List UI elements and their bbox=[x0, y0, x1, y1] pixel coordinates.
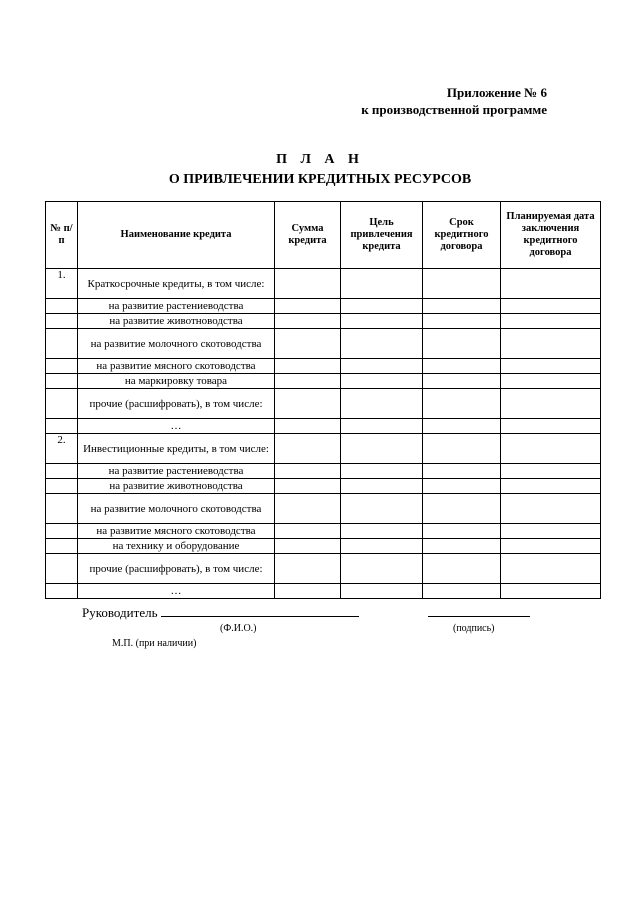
header-number: № п/п bbox=[46, 202, 78, 269]
credit-name-cell: на развитие животноводства bbox=[78, 314, 275, 329]
table-row bbox=[46, 299, 601, 314]
planned-date-cell[interactable] bbox=[501, 374, 601, 389]
term-cell[interactable] bbox=[423, 539, 501, 554]
row-number bbox=[46, 359, 78, 374]
amount-cell[interactable] bbox=[275, 464, 341, 479]
term-cell[interactable] bbox=[423, 389, 501, 419]
row-number bbox=[46, 479, 78, 494]
row-number bbox=[46, 584, 78, 599]
amount-cell[interactable] bbox=[275, 314, 341, 329]
table-row bbox=[46, 479, 601, 494]
amount-cell[interactable] bbox=[275, 359, 341, 374]
planned-date-cell[interactable] bbox=[501, 389, 601, 419]
purpose-cell[interactable] bbox=[341, 554, 423, 584]
term-cell[interactable] bbox=[423, 524, 501, 539]
table-row bbox=[46, 374, 601, 389]
row-number bbox=[46, 314, 78, 329]
table-row bbox=[46, 389, 601, 419]
header-purpose: Цель привлечения кредита bbox=[341, 202, 423, 269]
table-row bbox=[46, 539, 601, 554]
purpose-cell[interactable] bbox=[341, 494, 423, 524]
row-number bbox=[46, 419, 78, 434]
appendix-number: Приложение № 6 bbox=[446, 85, 547, 100]
sign-caption: (подпись) bbox=[453, 623, 495, 634]
term-cell[interactable] bbox=[423, 359, 501, 374]
planned-date-cell[interactable] bbox=[501, 299, 601, 314]
credit-name-cell: на развитие молочного скотоводства bbox=[78, 329, 275, 359]
table-row bbox=[46, 554, 601, 584]
purpose-cell[interactable] bbox=[341, 374, 423, 389]
term-cell[interactable] bbox=[423, 299, 501, 314]
amount-cell[interactable] bbox=[275, 554, 341, 584]
term-cell[interactable] bbox=[423, 494, 501, 524]
planned-date-cell[interactable] bbox=[501, 539, 601, 554]
purpose-cell[interactable] bbox=[341, 479, 423, 494]
purpose-cell[interactable] bbox=[341, 464, 423, 479]
purpose-cell[interactable] bbox=[341, 359, 423, 374]
amount-cell[interactable] bbox=[275, 419, 341, 434]
table-row bbox=[46, 269, 601, 299]
credit-name-cell: на развитие молочного скотоводства bbox=[78, 494, 275, 524]
purpose-cell[interactable] bbox=[341, 539, 423, 554]
planned-date-cell[interactable] bbox=[501, 524, 601, 539]
row-number bbox=[46, 389, 78, 419]
row-number bbox=[46, 374, 78, 389]
sign-line bbox=[428, 604, 530, 617]
credit-name-cell: на развитие мясного скотоводства bbox=[78, 524, 275, 539]
purpose-cell[interactable] bbox=[341, 389, 423, 419]
purpose-cell[interactable] bbox=[341, 434, 423, 464]
amount-cell[interactable] bbox=[275, 434, 341, 464]
planned-date-cell[interactable] bbox=[501, 329, 601, 359]
planned-date-cell[interactable] bbox=[501, 554, 601, 584]
credit-name-cell: Краткосрочные кредиты, в том числе: bbox=[78, 269, 275, 299]
purpose-cell[interactable] bbox=[341, 524, 423, 539]
credit-name-cell: на развитие мясного скотоводства bbox=[78, 359, 275, 374]
credit-name-cell: прочие (расшифровать), в том числе: bbox=[78, 389, 275, 419]
row-number bbox=[46, 494, 78, 524]
row-number bbox=[46, 329, 78, 359]
document-title bbox=[0, 150, 640, 190]
planned-date-cell[interactable] bbox=[501, 434, 601, 464]
table-row bbox=[46, 359, 601, 374]
table-header-row bbox=[46, 202, 601, 269]
table-row bbox=[46, 494, 601, 524]
planned-date-cell[interactable] bbox=[501, 479, 601, 494]
credit-plan-table bbox=[45, 201, 601, 599]
term-cell[interactable] bbox=[423, 314, 501, 329]
amount-cell[interactable] bbox=[275, 494, 341, 524]
fio-line bbox=[161, 604, 359, 617]
term-cell[interactable] bbox=[423, 374, 501, 389]
table-row bbox=[46, 314, 601, 329]
table-row bbox=[46, 419, 601, 434]
title-plan: П Л А Н bbox=[276, 152, 364, 167]
credit-name-cell: на технику и оборудование bbox=[78, 539, 275, 554]
appendix-reference: к производственной программе bbox=[361, 102, 547, 117]
row-number bbox=[46, 524, 78, 539]
amount-cell[interactable] bbox=[275, 329, 341, 359]
header-credit-name: Наименование кредита bbox=[78, 202, 275, 269]
head-label: Руководитель bbox=[82, 605, 158, 620]
amount-cell[interactable] bbox=[275, 374, 341, 389]
term-cell[interactable] bbox=[423, 434, 501, 464]
amount-cell[interactable] bbox=[275, 524, 341, 539]
planned-date-cell[interactable] bbox=[501, 584, 601, 599]
planned-date-cell[interactable] bbox=[501, 494, 601, 524]
planned-date-cell[interactable] bbox=[501, 464, 601, 479]
header-amount: Сумма кредита bbox=[275, 202, 341, 269]
row-number: 2. bbox=[46, 434, 78, 464]
amount-cell[interactable] bbox=[275, 479, 341, 494]
title-subject: О ПРИВЛЕЧЕНИИ КРЕДИТНЫХ РЕСУРСОВ bbox=[168, 172, 472, 187]
purpose-cell[interactable] bbox=[341, 584, 423, 599]
term-cell[interactable] bbox=[423, 584, 501, 599]
credit-name-cell: на развитие растениеводства bbox=[78, 299, 275, 314]
table-row bbox=[46, 434, 601, 464]
term-cell[interactable] bbox=[423, 464, 501, 479]
row-number bbox=[46, 539, 78, 554]
credit-name-cell: на развитие растениеводства bbox=[78, 464, 275, 479]
table-row bbox=[46, 464, 601, 479]
signature-line bbox=[428, 604, 530, 621]
term-cell[interactable] bbox=[423, 479, 501, 494]
amount-cell[interactable] bbox=[275, 389, 341, 419]
appendix-note bbox=[361, 84, 547, 118]
purpose-cell[interactable] bbox=[341, 299, 423, 314]
planned-date-cell[interactable] bbox=[501, 419, 601, 434]
amount-cell[interactable] bbox=[275, 584, 341, 599]
row-number: 1. bbox=[46, 269, 78, 299]
header-planned-date: Планируемая дата заключения кредитного договора bbox=[501, 202, 601, 269]
credit-name-cell: … bbox=[78, 419, 275, 434]
table-row bbox=[46, 329, 601, 359]
planned-date-cell[interactable] bbox=[501, 359, 601, 374]
term-cell[interactable] bbox=[423, 419, 501, 434]
amount-cell[interactable] bbox=[275, 539, 341, 554]
row-number bbox=[46, 464, 78, 479]
purpose-cell[interactable] bbox=[341, 269, 423, 299]
amount-cell[interactable] bbox=[275, 299, 341, 314]
planned-date-cell[interactable] bbox=[501, 269, 601, 299]
row-number bbox=[46, 554, 78, 584]
table-row bbox=[46, 584, 601, 599]
credit-name-cell: Инвестиционные кредиты, в том числе: bbox=[78, 434, 275, 464]
planned-date-cell[interactable] bbox=[501, 314, 601, 329]
term-cell[interactable] bbox=[423, 329, 501, 359]
term-cell[interactable] bbox=[423, 269, 501, 299]
header-term: Срок кредитного договора bbox=[423, 202, 501, 269]
fio-caption: (Ф.И.О.) bbox=[220, 623, 257, 634]
seal-caption: М.П. (при наличии) bbox=[112, 638, 197, 649]
row-number bbox=[46, 299, 78, 314]
credit-name-cell: … bbox=[78, 584, 275, 599]
term-cell[interactable] bbox=[423, 554, 501, 584]
credit-name-cell: на маркировку товара bbox=[78, 374, 275, 389]
purpose-cell[interactable] bbox=[341, 329, 423, 359]
head-signature-line bbox=[82, 604, 359, 621]
purpose-cell[interactable] bbox=[341, 314, 423, 329]
credit-name-cell: на развитие животноводства bbox=[78, 479, 275, 494]
purpose-cell[interactable] bbox=[341, 419, 423, 434]
table-row bbox=[46, 524, 601, 539]
credit-name-cell: прочие (расшифровать), в том числе: bbox=[78, 554, 275, 584]
amount-cell[interactable] bbox=[275, 269, 341, 299]
